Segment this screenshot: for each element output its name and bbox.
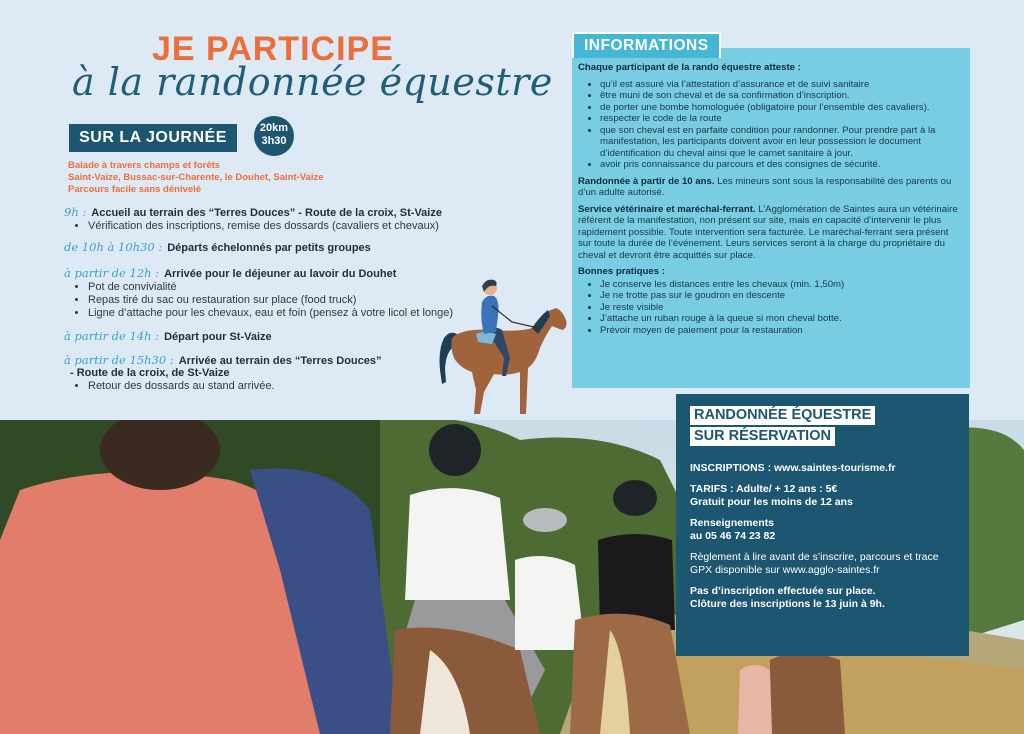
informations-box [572,48,970,388]
schedule-time: de 10h à 10h30 : [64,240,163,254]
schedule-entry [64,240,494,254]
age-bold: Randonnée à partir de 10 ans. [578,175,715,187]
phone-number[interactable]: au 05 46 74 23 82 [690,530,776,542]
schedule-entry [64,353,494,393]
rider-white-shirt [405,488,510,600]
cap [523,508,567,532]
attest-intro: Chaque participant de la rando équestre atteste : [578,62,801,73]
schedule-continuation: - Route de la croix, de St-Vaize [70,367,230,379]
schedule-title: Arrivée au terrain des “Terres Douces” [178,355,382,367]
practice-item: • Prévoir moyen de paiement pour la restauration [600,325,962,337]
schedule-time: à partir de 15h30 : [64,353,174,367]
schedule-item: • Repas tiré du sac ou restauration sur place (food truck) [88,294,483,307]
attest-item: • respecter le code de la route [600,113,962,125]
practice-item: • J’attache un ruban rouge à la queue si mon cheval botte. [600,313,962,325]
schedule [64,205,494,400]
schedule-time: 9h : [64,205,87,219]
informations-heading: INFORMATIONS [572,32,721,58]
attest-list [578,79,962,171]
vet-bold: Service vétérinaire et maréchal-ferrant. [578,203,756,215]
practice-item: • Je ne trotte pas sur le goudron en descente [600,290,962,302]
attest-item: • que son cheval est en parfaite condition pour randonner. Pour prendre part à la manifestation, les participants doivent avoir en leur possession le document d’identification du cheval ainsi que le carnet sanitaire à jour. [600,125,962,160]
reglement-text: Règlement à lire avant de s’inscrire, parcours et trace GPX disponible sur www.agglo-saintes.fr [690,551,939,576]
reservation-tag-line-1: RANDONNÉE ÉQUESTRE [690,406,875,425]
note-line-2: Clôture des inscriptions le 13 juin à 9h. [690,598,885,610]
schedule-time: à partir de 12h : [64,266,160,280]
attest-item: • être muni de son cheval et de sa confirmation d’inscription. [600,90,962,102]
duration-value: 3h30 [261,135,287,147]
practices-list [578,279,962,337]
schedule-time: à partir de 14h : [64,329,160,343]
practices-title: Bonnes pratiques : [578,266,665,277]
helmet [429,424,481,476]
helmet [613,480,657,516]
journee-label: SUR LA JOURNÉE [69,124,237,152]
schedule-entry [64,205,494,233]
reservation-box [676,394,969,656]
schedule-item: • Pot de convivialité [88,281,483,294]
reservation-tag-line-2: SUR RÉSERVATION [690,427,835,446]
gratuit-text: Gratuit pour les moins de 12 ans [690,496,853,508]
distance-value: 20km [259,122,289,134]
journee-intro [68,160,324,196]
intro-line: Balade à travers champs et forêts [68,160,221,171]
tarifs-text: TARIFS : Adulte/ + 12 ans : 5€ [690,483,838,495]
title-line-2: à la randonnée équestre [72,60,553,104]
note-line-1: Pas d’inscription effectuée sur place. [690,585,876,597]
horse-far [770,653,845,734]
vet-paragraph [578,204,962,262]
schedule-items [64,380,494,393]
schedule-item: • Retour des dossards au stand arrivée. [88,380,494,393]
attest-item: • qu’il est assuré via l’attestation d’assurance et de suivi sanitaire [600,79,962,91]
schedule-items [64,281,483,320]
schedule-items [64,220,494,233]
practice-item: • Je reste visible [600,302,962,314]
attest-item: • de porter une bombe homologuée (obligatoire pour l’ensemble des cavaliers). [600,102,962,114]
title-line-1: JE PARTICIPE [152,30,394,68]
age-paragraph [578,176,962,199]
distance-badge [254,116,294,156]
rider-illustration [432,272,572,422]
practice-item: • Je conserve les distances entre les chevaux (min. 1,50m) [600,279,962,291]
age-text: Les mineurs sont sous la responsabilité des parents ou d’un adulte autorisé. [578,175,952,198]
schedule-title: Accueil au terrain des “Terres Douces” - Route de la croix, St-Vaize [91,207,442,219]
schedule-title: Arrivée pour le déjeuner au lavoir du Douhet [164,268,397,280]
reins [492,306,538,328]
schedule-entry [64,266,494,320]
vet-text: L’Agglomération de Saintes aura un vétérinaire référent de la manifestation, non présent sur site, mais en capacité d’intervenir le plus rapidement possible. Toute intervention sera facturée. Le maréchal-ferrant sera présent sur toute la durée de l’événement. Leurs services seront à la charge du propriétaire du cheval et devront être acquittés sur place. [578,203,958,261]
attest-item: • avoir pris connaissance du parcours et des consignes de sécurité. [600,159,962,171]
schedule-item: • Ligne d’attache pour les chevaux, eau et foin (pensez à votre licol et longe) [88,307,483,320]
schedule-title: Départs échelonnés par petits groupes [167,242,371,254]
schedule-entry [64,329,494,343]
rider-far [738,665,772,734]
rider-torso [481,296,498,334]
renseignements-label: Renseignements [690,517,775,529]
schedule-title: Départ pour St-Vaize [164,331,272,343]
intro-line: Saint-Vaize, Bussac-sur-Charente, le Douhet, Saint-Vaize [68,172,324,183]
schedule-item: • Vérification des inscriptions, remise des dossards (cavaliers et chevaux) [88,220,494,233]
intro-line: Parcours facile sans dénivelé [68,184,202,195]
inscriptions-text[interactable]: INSCRIPTIONS : www.saintes-tourisme.fr [690,462,896,474]
